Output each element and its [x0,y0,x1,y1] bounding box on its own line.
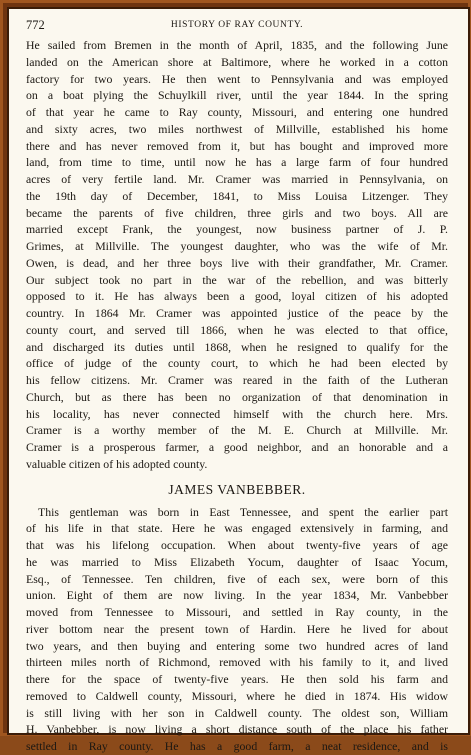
text-line: He sailed from Bremen in the month of April, 1835, and the following June [26,38,448,52]
text-line: he was married to Miss Elizabeth Yocum, daughter of Isaac Yocum, [26,554,448,569]
text-line: settled in Ray county. He has a good farm, a neat residence, and is [26,739,448,753]
text-line: there for the space of twenty-five years. He then sold his farm and [26,672,448,686]
text-line: H. Vanbebber, is now living a short distance south of the place his father [26,722,448,737]
text-line: his locality, has never connected himself with the church here. Mrs. [26,406,448,421]
text-line: acres of very fertile land. Mr. Cramer was married in Pennsylvania, on [26,172,448,186]
text-line: became the parents of five children, three girls and two boys. All are [26,205,448,220]
text-line: Church, but as there has been no organization of that denomination in [26,389,448,404]
running-head: HISTORY OF RAY COUNTY. [170,20,304,30]
text-line: is still living with her son in Caldwell county. The oldest son, William [26,705,448,720]
page-header [26,15,448,35]
text-line: opposed to it. He has always been a good, loyal citizen of his adopted [26,289,448,304]
text-line: removed to Caldwell county, Missouri, where he died in 1874. His widow [26,688,448,703]
text-line: there and has never removed from it, but has bought and improved more [26,138,448,153]
vanbebber-biography [26,504,448,755]
text-line: county court, and served till 1866, when he was elected to that office, [26,322,448,337]
text-line: Cramer is a worthy member of the M. E. Church at Millville. Mr. [26,423,448,438]
page-number: 772 [26,18,45,32]
text-line: Esq., of Tennessee. Ten children, five of each sex, were born of this [26,571,448,586]
text-line: the 19th day of December, 1841, to Miss Louisa Litzenger. They [26,188,448,203]
text-line: that was his lifelong occupation. When about twenty-five years of age [26,538,448,552]
section-heading: JAMES VANBEBBER. [168,481,306,497]
text-line: office of judge of the county court, to which he had been elected by [26,356,448,371]
text-line: valuable citizen of his adopted county. [26,456,208,471]
text-line: land, from time to time, until now he has a large farm of four hundred [26,155,448,170]
text-line: factory for two years. He then went to Pennsylvania and was employed [26,71,448,86]
text-line: on a boat plying the Schuylkill river, until the year 1844. In the spring [26,88,448,103]
text-line: This gentleman was born in East Tennessee, and spent the earlier part [38,504,448,519]
text-line: landed on the American shore at Baltimore, where he worked in a cotton [26,54,448,69]
text-line: of that year he came to Ray county, Missouri, and entering one hundred [26,105,448,119]
text-line: Cramer is a prosperous farmer, a good neighbor, and an honorable and a [26,440,448,454]
text-line: of his life in that state. Here he was engaged extensively in farming, and [26,521,448,536]
text-line: river bottom near the present town of Hardin. Here he lived for about [26,621,448,636]
text-line: and sixty acres, two miles northwest of Millville, established his home [26,121,448,136]
text-line: Grimes, at Millville. The youngest daughter, who was the wife of Mr. [26,239,448,253]
text-line: Owen, is dead, and her three boys live with their grandfather, Mr. Cramer. [26,255,448,270]
text-line: Our subject took no part in the war of the rebellion, and was bitterly [26,272,448,287]
text-line: thirteen miles north of Richmond, removed with his family to it, and lived [26,655,448,670]
book-page [7,7,470,753]
text-line: married except Frank, the youngest, now business partner of J. P. [26,222,448,237]
text-line: union. Eight of them are now living. In the year 1834, Mr. Vanbebber [26,588,448,603]
text-line: two years, and then buying and entering some two hundred acres of land [26,638,448,653]
text-line: his fellow citizens. Mr. Cramer was reared in the faith of the Lutheran [26,373,448,387]
text-line: and discharged its duties until 1868, when he resigned to qualify for the [26,339,448,354]
text-line: country. In 1864 Mr. Cramer was appointed justice of the peace by the [26,306,448,320]
cramer-biography [26,37,448,473]
text-line: moved from Tennessee to Missouri, and settled in Ray county, in the [26,605,448,619]
